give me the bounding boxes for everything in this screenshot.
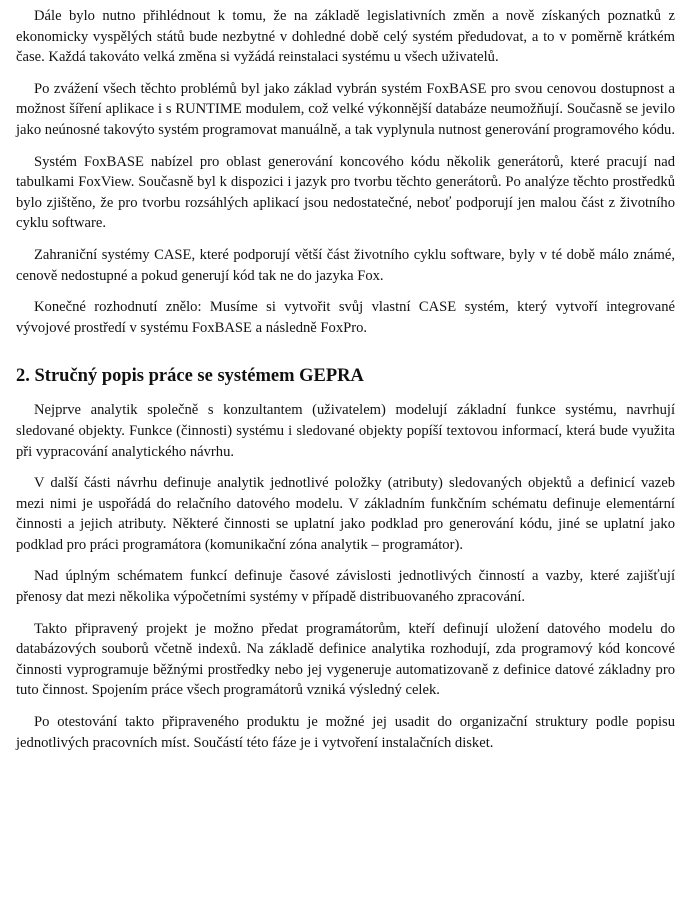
- intro-paragraph-2: Po zvážení všech těchto problémů byl jako základ vybrán systém FoxBASE pro svou cenovou dostupnost a možnost šíření aplikace i s RUNTIME modulem, což velké výkonnější databáze neumožňují. Současně se jevilo jako neúnosné takovýto systém programovat manuálně, a tak vyplynula nutnost generování programového kódu.: [16, 80, 675, 138]
- section-paragraph-3: Nad úplným schématem funkcí definuje časové závislosti jednotlivých činností a vazby, které zajišťují přenosy dat mezi několika výpočetními systémy v případě distribuovaného zpracování.: [16, 568, 675, 606]
- intro-paragraph-4: Zahraniční systémy CASE, které podporují větší část životního cyklu software, byly v té době málo známé, cenově nedostupné a pokud generují kód tak ne do jazyka Fox.: [16, 246, 675, 284]
- section-paragraph-1: Nejprve analytik společně s konzultantem (uživatelem) modelují základní funkce systému, navrhují sledované objekty. Funkce (činnosti) systému i sledované objekty popíší textovou informací, která bude využita při vypracování analytického návrhu.: [16, 402, 675, 460]
- intro-paragraph-1: Dále bylo nutno přihlédnout k tomu, že na základě legislativních změn a nově získaných poznatků z ekonomicky vyspělých států bude nezbytné v dohledné době celý systém předudovat, a to v poměrně krátkém čase. Každá takováto velká změna si vyžádá reinstalaci systému u všech uživatelů.: [16, 8, 675, 66]
- section-heading: 2. Stručný popis práce se systémem GEPRA: [16, 366, 364, 387]
- intro-paragraph-5: Konečné rozhodnutí znělo: Musíme si vytvořit svůj vlastní CASE systém, který vytvoří integrované vývojové prostředí v systému FoxBASE a následně FoxPro.: [16, 299, 675, 336]
- section-paragraph-2: V další části návrhu definuje analytik jednotlivé položky (atributy) sledovaných objektů a definicí vazeb mezi nimi je uspořádá do relačního datového modelu. V základním funkčním schématu definuje elementární činnosti a jejich atributy. Některé činnosti se uplatní jako podklad pro generování kódu, jiné se uplatní jako podklad pro práci programátora (komunikační zóna analytik – programátor).: [16, 475, 675, 553]
- intro-paragraph-3: Systém FoxBASE nabízel pro oblast generování koncového kódu několik generátorů, které pracují nad tabulkami FoxView. Současně byl k dispozici i jazyk pro tvorbu těchto generátorů. Po analýze těchto prostředků bylo zjištěno, že pro tvorbu rozsáhlých aplikací jsou nedostatečné, neboť podporují jen malou část z životního cyklu software.: [16, 153, 675, 232]
- section-paragraph-5: Po otestování takto připraveného produktu je možné jej usadit do organizační struktury podle popisu jednotlivých pracovních míst. Součástí této fáze je i vytvoření instalačních disket.: [16, 714, 675, 751]
- section-paragraph-4: Takto připravený projekt je možno předat programátorům, kteří definují uložení datového modelu do databázových souborů včetně indexů. Na základě definice analytika rozhodují, zda programový kód koncové činnosti vyprogramuje běžnými prostředky nebo jej vygeneruje automatizovaně z definice datové základny pro tuto činnost. Spojením práce všech programátorů vzniká výsledný celek.: [16, 620, 675, 699]
